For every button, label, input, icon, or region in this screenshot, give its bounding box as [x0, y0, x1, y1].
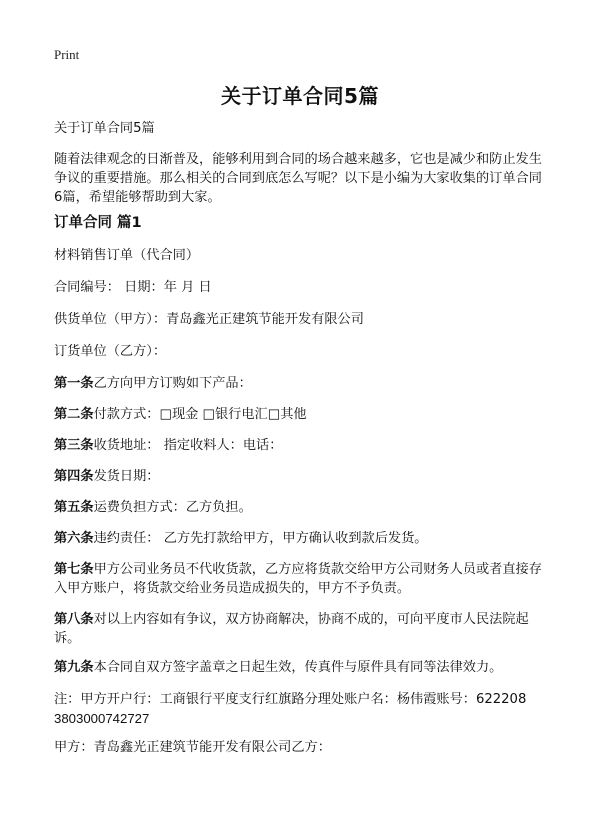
- article-9-text: 本合同自双方签字盖章之日起生效，传真件与原件具有同等法律效力。: [93, 660, 503, 675]
- article-7-label: 第七条: [54, 562, 94, 577]
- article-4-label: 第四条: [54, 469, 94, 484]
- article-8-label: 第八条: [54, 612, 94, 627]
- article-9: [54, 658, 546, 677]
- article-2-label: 第二条: [54, 407, 94, 422]
- article-2-text: 付款方式：□现金 □银行电汇□其他: [93, 407, 307, 422]
- bank-note-line-2: 3803000742727: [54, 711, 150, 726]
- article-2: [54, 405, 546, 424]
- article-5-label: 第五条: [54, 500, 94, 515]
- article-5: [54, 498, 546, 517]
- article-1: [54, 374, 546, 393]
- article-3: [54, 436, 546, 455]
- intro-paragraph: 随着法律观念的日渐普及，能够利用到合同的场合越来越多，它也是减少和防止发生争议的重要措施。那么相关的合同到底怎么写呢？以下是小编为大家收集的订单合同6篇，希望能够帮助到大家。: [54, 152, 542, 205]
- article-3-text: 收货地址： 指定收料人：电话：: [93, 438, 283, 453]
- article-6-text: 违约责任： 乙方先打款给甲方，甲方确认收到款后发货。: [93, 531, 428, 546]
- contract-number-line: 合同编号： 日期：年 月 日: [54, 280, 212, 295]
- article-6-label: 第六条: [54, 531, 94, 546]
- article-5-text: 运费负担方式：乙方负担。: [93, 500, 252, 515]
- print-link[interactable]: Print: [54, 47, 80, 62]
- signature-line: 甲方：青岛鑫光正建筑节能开发有限公司乙方：: [54, 740, 331, 755]
- article-3-label: 第三条: [54, 438, 94, 453]
- page-title: 关于订单合同5篇: [221, 84, 379, 108]
- bank-note-line-1: 注：甲方开户行：工商银行平度支行红旗路分理处账户名：杨伟霞账号：622208: [54, 692, 527, 707]
- bank-note: [54, 690, 546, 728]
- article-6: [54, 529, 546, 548]
- article-7-text: 甲方公司业务员不代收货款，乙方应将货款交给甲方公司财务人员或者直接存入甲方账户，将货款交给业务员造成损失的，甲方不予负责。: [54, 562, 542, 596]
- form-title: 材料销售订单（代合同）: [54, 248, 200, 263]
- subtitle: 关于订单合同5篇: [54, 121, 155, 136]
- article-9-label: 第九条: [54, 660, 94, 675]
- article-1-text: 乙方向甲方订购如下产品：: [93, 376, 252, 391]
- article-7: [54, 560, 546, 598]
- supplier-line: 供货单位（甲方）：青岛鑫光正建筑节能开发有限公司: [54, 312, 364, 327]
- article-8: [54, 610, 546, 648]
- article-8-text: 对以上内容如有争议，双方协商解决，协商不成的，可向平度市人民法院起诉。: [54, 612, 529, 646]
- article-4: [54, 467, 546, 486]
- article-1-label: 第一条: [54, 376, 94, 391]
- article-4-text: 发货日期：: [93, 469, 160, 484]
- buyer-line: 订货单位（乙方）：: [54, 344, 167, 359]
- section-heading: 订单合同 篇1: [54, 215, 142, 231]
